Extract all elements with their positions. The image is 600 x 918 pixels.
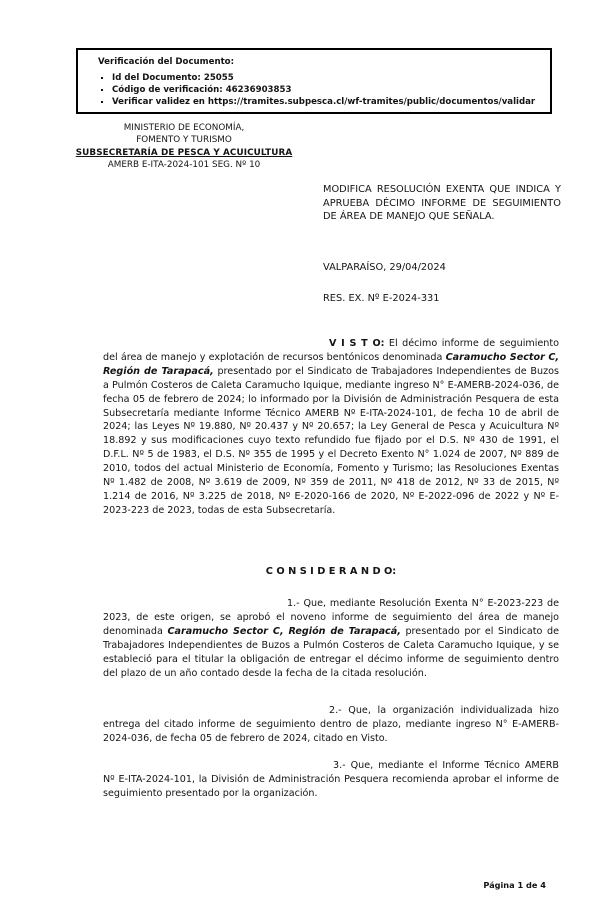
letterhead-ministry-line2: FOMENTO Y TURISMO <box>136 135 232 146</box>
visto-paragraph <box>103 337 559 518</box>
considerando-heading: C O N S I D E R A N D O: <box>265 566 397 577</box>
verification-item-document-id: ▪ Id del Documento: 25055 <box>112 73 542 84</box>
text-run: presentado por el Sindicato de Trabajadores Independientes de Buzos a Pulmón Costeros de Caleta Caramucho Iquique, y se estableció para el titular la obligación de entregar el décimo informe de seguimiento dentro del plazo de un año contado desde la fecha de la citada resolución. <box>103 625 559 679</box>
text-run: 1.- Que, mediante Resolución Exenta N° E-2023-223 de 2023, de este origen, se aprobó el noveno informe de seguimiento del área de manejo denominada <box>103 598 559 637</box>
text-run: Caramucho Sector C, Región de Tarapacá, <box>103 351 560 377</box>
resolution-number: RES. EX. Nº E-2024-331 <box>323 293 440 304</box>
verification-item-code: ▪ Código de verificación: 46236903853 <box>112 85 542 96</box>
verification-box <box>76 48 552 114</box>
verification-list <box>98 73 542 108</box>
text-run: V I S T O: <box>329 338 385 349</box>
text-run: 2.- Que, la organización individualizada hizo entrega del citado informe de seguimiento dentro de plazo, mediante ingreso N° E-AMERB-2024-036, de fecha 05 de febrero de 2024, citado en Visto. <box>103 705 559 744</box>
place-and-date: VALPARAÍSO, 29/04/2024 <box>323 262 446 273</box>
considerando-paragraph-2 <box>103 704 559 746</box>
text-run: 3.- Que, mediante el Informe Técnico AMERB Nº E-ITA-2024-101, la División de Administración Pesquera recomienda aprobar el informe de seguimiento presentado por la organización. <box>103 760 559 799</box>
considerando-paragraph-3 <box>103 759 559 801</box>
letterhead-ministry-line1: MINISTERIO DE ECONOMÍA, <box>123 123 245 133</box>
letterhead-amerb-reference: AMERB E-ITA-2024-101 SEG. Nº 10 <box>107 160 261 171</box>
resolution-subject-title: MODIFICA RESOLUCIÓN EXENTA QUE INDICA Y APRUEBA DÉCIMO INFORME DE SEGUIMIENTO DE ÁREA DE MANEJO QUE SEÑALA. <box>323 184 561 223</box>
page-number: Página 1 de 4 <box>483 880 546 890</box>
verification-item-url: ▪ Verificar validez en https://tramites.subpesca.cl/wf-tramites/public/documentos/validar <box>112 97 542 108</box>
letterhead <box>53 122 315 172</box>
text-run: El décimo informe de seguimiento del área de manejo y explotación de recursos bentónicos denominada <box>103 338 559 363</box>
verification-box-title: Verificación del Documento: <box>98 57 235 67</box>
text-run: presentado por el Sindicato de Trabajadores Independientes de Buzos a Pulmón Costeros de Caleta Caramucho Iquique, mediante ingreso N° E-AMERB-2024-036, de fecha 05 de febrero de 2024; lo informado por la División de Administración Pesquera de esta Subsecretaría mediante Informe Técnico AMERB Nº E-ITA-2024-101, de fecha 10 de abril de 2024; las Leyes Nº 19.880, Nº 20.437 y Nº 20.657; la Ley General de Pesca y Acuicultura Nº 18.892 y sus modificaciones cuyo texto refundido fue fijado por el D.S. Nº 430 de 1991, el D.F.L. Nº 5 de 1983, el D.S. Nº 355 de 1995 y el Decreto Exento N° 1.024 de 2007, Nº 889 de 2010, todos del actual Ministerio de Economía, Fomento y Turismo; las Resoluciones Exentas Nº 1.482 de 2008, Nº 3.619 de 2009, Nº 359 de 2011, Nº 418 de 2012, Nº 33 de 2015, Nº 1.214 de 2016, Nº 3.225 de 2018, Nº E-2020-166 de 2020, Nº E-2022-096 de 2022 y Nº E-2023-223 de 2023, todas de esta Subsecretaría. <box>103 365 559 516</box>
text-run: Caramucho Sector C, Región de Tarapacá, <box>167 625 401 637</box>
considerando-paragraph-1 <box>103 597 559 680</box>
letterhead-subsecretaria: SUBSECRETARÍA DE PESCA Y ACUICULTURA <box>75 147 293 158</box>
